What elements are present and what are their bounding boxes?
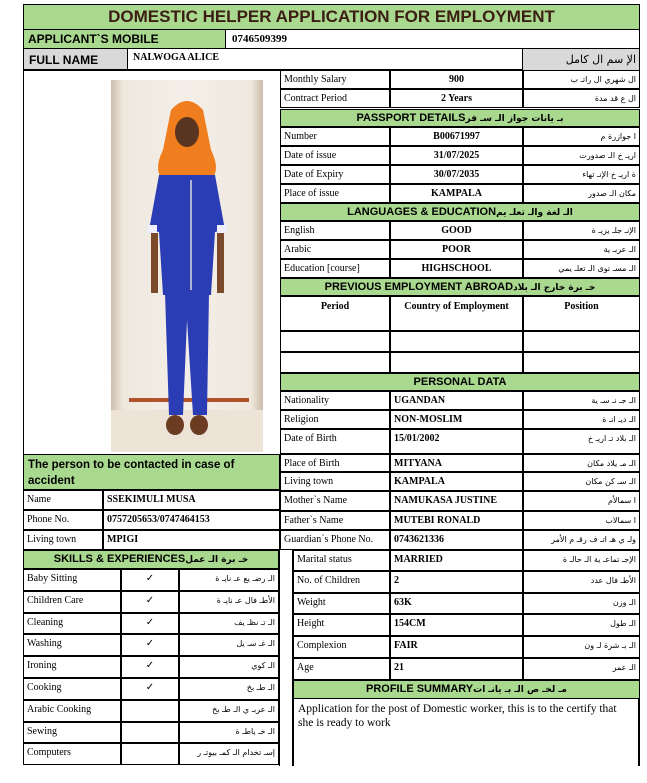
job-value: 900	[390, 70, 523, 89]
passport-label-ar: ة اريـ خ الإنـ تهاء	[523, 165, 640, 184]
emergency-contact-header: The person to be contacted in case of accident	[23, 454, 280, 490]
passport-value: 30/07/2035	[390, 165, 523, 184]
personal-label-ar: الـ جـ نـ سـ ية	[523, 391, 640, 410]
languages-value: HIGHSCHOOL	[390, 259, 523, 278]
skill-label-ar: الـ عربـ ي الـ طـ بخ	[179, 700, 279, 722]
previous-employment-header-en: PREVIOUS EMPLOYMENT ABROAD	[324, 281, 514, 293]
personal-label: Height	[293, 614, 390, 636]
passport-value: 31/07/2025	[390, 146, 523, 165]
previous-employment-empty-cell	[280, 331, 390, 352]
passport-label: Number	[280, 127, 390, 146]
languages-header-en: LANGUAGES & EDUCATION	[347, 206, 497, 218]
skill-label: Computers	[23, 743, 121, 765]
languages-label-ar: الـ مسـ توى الـ تعلـ يمي	[523, 259, 640, 278]
passport-label: Date of Expiry	[280, 165, 390, 184]
emergency-value: 0757205653/0747464153	[103, 510, 280, 530]
personal-label: Father`s Name	[280, 511, 390, 530]
personal-label-ar: ا سمالاب	[523, 511, 640, 530]
personal-label: Complexion	[293, 636, 390, 658]
personal-value: NAMUKASA JUSTINE	[390, 491, 523, 511]
languages-label: English	[280, 221, 390, 240]
personal-value: KAMPALA	[390, 472, 523, 491]
personal-value: 15/01/2002	[390, 429, 523, 454]
personal-label: Religion	[280, 410, 390, 429]
skill-label-ar: الـ طـ بخ	[179, 678, 279, 700]
languages-header	[280, 203, 640, 221]
personal-label: Marital status	[293, 550, 390, 571]
passport-header-ar: بـ يانات جواز الـ سـ فر	[465, 114, 564, 124]
previous-employment-header	[280, 278, 640, 296]
skill-check-icon: ✓	[121, 678, 179, 700]
personal-label: Nationality	[280, 391, 390, 410]
skills-header	[23, 550, 279, 569]
skill-label-ar: الـ رضـ يع عـ نايـ ة	[179, 569, 279, 591]
skill-check-icon	[121, 743, 179, 765]
applicant-photo	[111, 80, 263, 452]
personal-value: 21	[390, 658, 523, 680]
languages-label: Arabic	[280, 240, 390, 259]
skill-label-ar: الـ تـ نظـ يف	[179, 613, 279, 634]
column-gap	[279, 550, 293, 766]
personal-data-header: PERSONAL DATA	[280, 373, 640, 391]
languages-header-ar: الـ لغة والـ تعلـ يم	[496, 208, 573, 218]
job-label: Contract Period	[280, 89, 390, 108]
personal-value: 154CM	[390, 614, 523, 636]
skill-label: Arabic Cooking	[23, 700, 121, 722]
skill-check-icon: ✓	[121, 613, 179, 634]
personal-value: MUTEBI RONALD	[390, 511, 523, 530]
full-name-value: NALWOGA ALICE	[128, 48, 523, 70]
personal-label-ar: ولـ ي هـ اتـ ف رقـ م الأمر	[523, 530, 640, 550]
full-name-label: FULL NAME	[23, 48, 128, 70]
personal-label-ar: الـ وزن	[523, 593, 640, 614]
passport-value: B00671997	[390, 127, 523, 146]
skill-check-icon	[121, 700, 179, 722]
previous-employment-column-header: Position	[523, 296, 640, 331]
languages-value: POOR	[390, 240, 523, 259]
skill-label: Washing	[23, 634, 121, 656]
personal-label: Age	[293, 658, 390, 680]
personal-value: 0743621336	[390, 530, 523, 550]
passport-label-ar: مكان الـ صدور	[523, 184, 640, 203]
personal-value: UGANDAN	[390, 391, 523, 410]
passport-value: KAMPALA	[390, 184, 523, 203]
previous-employment-empty-cell	[390, 331, 523, 352]
personal-label: Living town	[280, 472, 390, 491]
personal-label-ar: الأطـ فال عدد	[523, 571, 640, 593]
job-label-ar: ال شهري ال راتـ ب	[523, 70, 640, 89]
skill-label: Children Care	[23, 591, 121, 613]
passport-label: Date of issue	[280, 146, 390, 165]
skill-label: Cooking	[23, 678, 121, 700]
personal-label: No. of Children	[293, 571, 390, 593]
personal-value: FAIR	[390, 636, 523, 658]
passport-label: Place of issue	[280, 184, 390, 203]
profile-summary-text: Application for the post of Domestic worker, this is to the certify that she is ready to work	[293, 699, 640, 766]
full-name-label-ar: الإ سم ال كامل	[523, 48, 640, 70]
applicant-mobile-label: APPLICANT`S MOBILE	[23, 30, 225, 48]
personal-label: Mother`s Name	[280, 491, 390, 511]
skill-label-ar: إسـ تخدام الـ كمـ بيوتـ ر	[179, 743, 279, 765]
skill-label: Ironing	[23, 656, 121, 678]
skill-check-icon: ✓	[121, 569, 179, 591]
passport-header	[280, 109, 640, 127]
skill-label-ar: الـ خـ ياطـ ة	[179, 722, 279, 743]
personal-value: MARRIED	[390, 550, 523, 571]
profile-summary-header-ar: مـ لخـ ص الـ بـ يانـ ات	[473, 685, 567, 695]
personal-label-ar: الـ بـ شرة لـ ون	[523, 636, 640, 658]
emergency-value: SSEKIMULI MUSA	[103, 490, 280, 510]
skill-label: Cleaning	[23, 613, 121, 634]
profile-summary-header	[293, 680, 640, 699]
personal-label-ar: الـ بلاد تـ اريـ خ	[523, 429, 640, 454]
personal-label-ar: الـ طول	[523, 614, 640, 636]
personal-label-ar: الـ ديـ انـ ة	[523, 410, 640, 429]
personal-label: Weight	[293, 593, 390, 614]
applicant-mobile-value: 0746509399	[225, 30, 640, 48]
personal-label: Date of Birth	[280, 429, 390, 454]
profile-summary-header-en: PROFILE SUMMARY	[366, 683, 474, 695]
skill-check-icon: ✓	[121, 591, 179, 613]
personal-value: NON-MOSLIM	[390, 410, 523, 429]
previous-employment-empty-cell	[523, 352, 640, 373]
skill-check-icon: ✓	[121, 634, 179, 656]
form-title: DOMESTIC HELPER APPLICATION FOR EMPLOYMENT	[23, 4, 640, 30]
passport-header-en: PASSPORT DETAILS	[356, 112, 466, 124]
personal-value: 63K	[390, 593, 523, 614]
languages-label-ar: الـ عربـ ية	[523, 240, 640, 259]
languages-label: Education [course]	[280, 259, 390, 278]
languages-value: GOOD	[390, 221, 523, 240]
previous-employment-column-header: Country of Employment	[390, 296, 523, 331]
previous-employment-header-ar: خـ برة خارج الـ بلاد	[513, 283, 596, 293]
skill-check-icon: ✓	[121, 656, 179, 678]
personal-value: 2	[390, 571, 523, 593]
person-figure-icon	[111, 80, 263, 452]
languages-label-ar: الإنـ جلـ يزيـ ة	[523, 221, 640, 240]
personal-label: Place of Birth	[280, 454, 390, 472]
emergency-value: MPIGI	[103, 530, 280, 550]
previous-employment-empty-cell	[390, 352, 523, 373]
skills-header-en: SKILLS & EXPERIENCES	[53, 553, 186, 565]
personal-label-ar: الـ سـ كن مكان	[523, 472, 640, 491]
previous-employment-column-header: Period	[280, 296, 390, 331]
emergency-label: Name	[23, 490, 103, 510]
passport-label-ar: ا جوازرة م	[523, 127, 640, 146]
personal-label-ar: ا سمالأم	[523, 491, 640, 511]
job-value: 2 Years	[390, 89, 523, 108]
emergency-label: Living town	[23, 530, 103, 550]
job-label-ar: ال ع قد مدة	[523, 89, 640, 108]
previous-employment-empty-cell	[280, 352, 390, 373]
skill-label-ar: الـ غـ سـ يل	[179, 634, 279, 656]
previous-employment-empty-cell	[523, 331, 640, 352]
skills-header-ar: خـ برة الـ عمل	[185, 555, 249, 565]
skill-check-icon	[121, 722, 179, 743]
emergency-label: Phone No.	[23, 510, 103, 530]
skill-label: Sewing	[23, 722, 121, 743]
skill-label: Baby Sitting	[23, 569, 121, 591]
passport-label-ar: اريـ خ الـ صدورت	[523, 146, 640, 165]
job-label: Monthly Salary	[280, 70, 390, 89]
skill-label-ar: الأطـ فال عـ نايـ ة	[179, 591, 279, 613]
skill-label-ar: الـ كوي	[179, 656, 279, 678]
personal-label: Guardian`s Phone No.	[280, 530, 390, 550]
personal-value: MITYANA	[390, 454, 523, 472]
personal-label-ar: الـ عمر	[523, 658, 640, 680]
personal-label-ar: الإجـ تماعـ ية الـ حالـ ة	[523, 550, 640, 571]
personal-label-ar: الـ مـ يلاد مكان	[523, 454, 640, 472]
